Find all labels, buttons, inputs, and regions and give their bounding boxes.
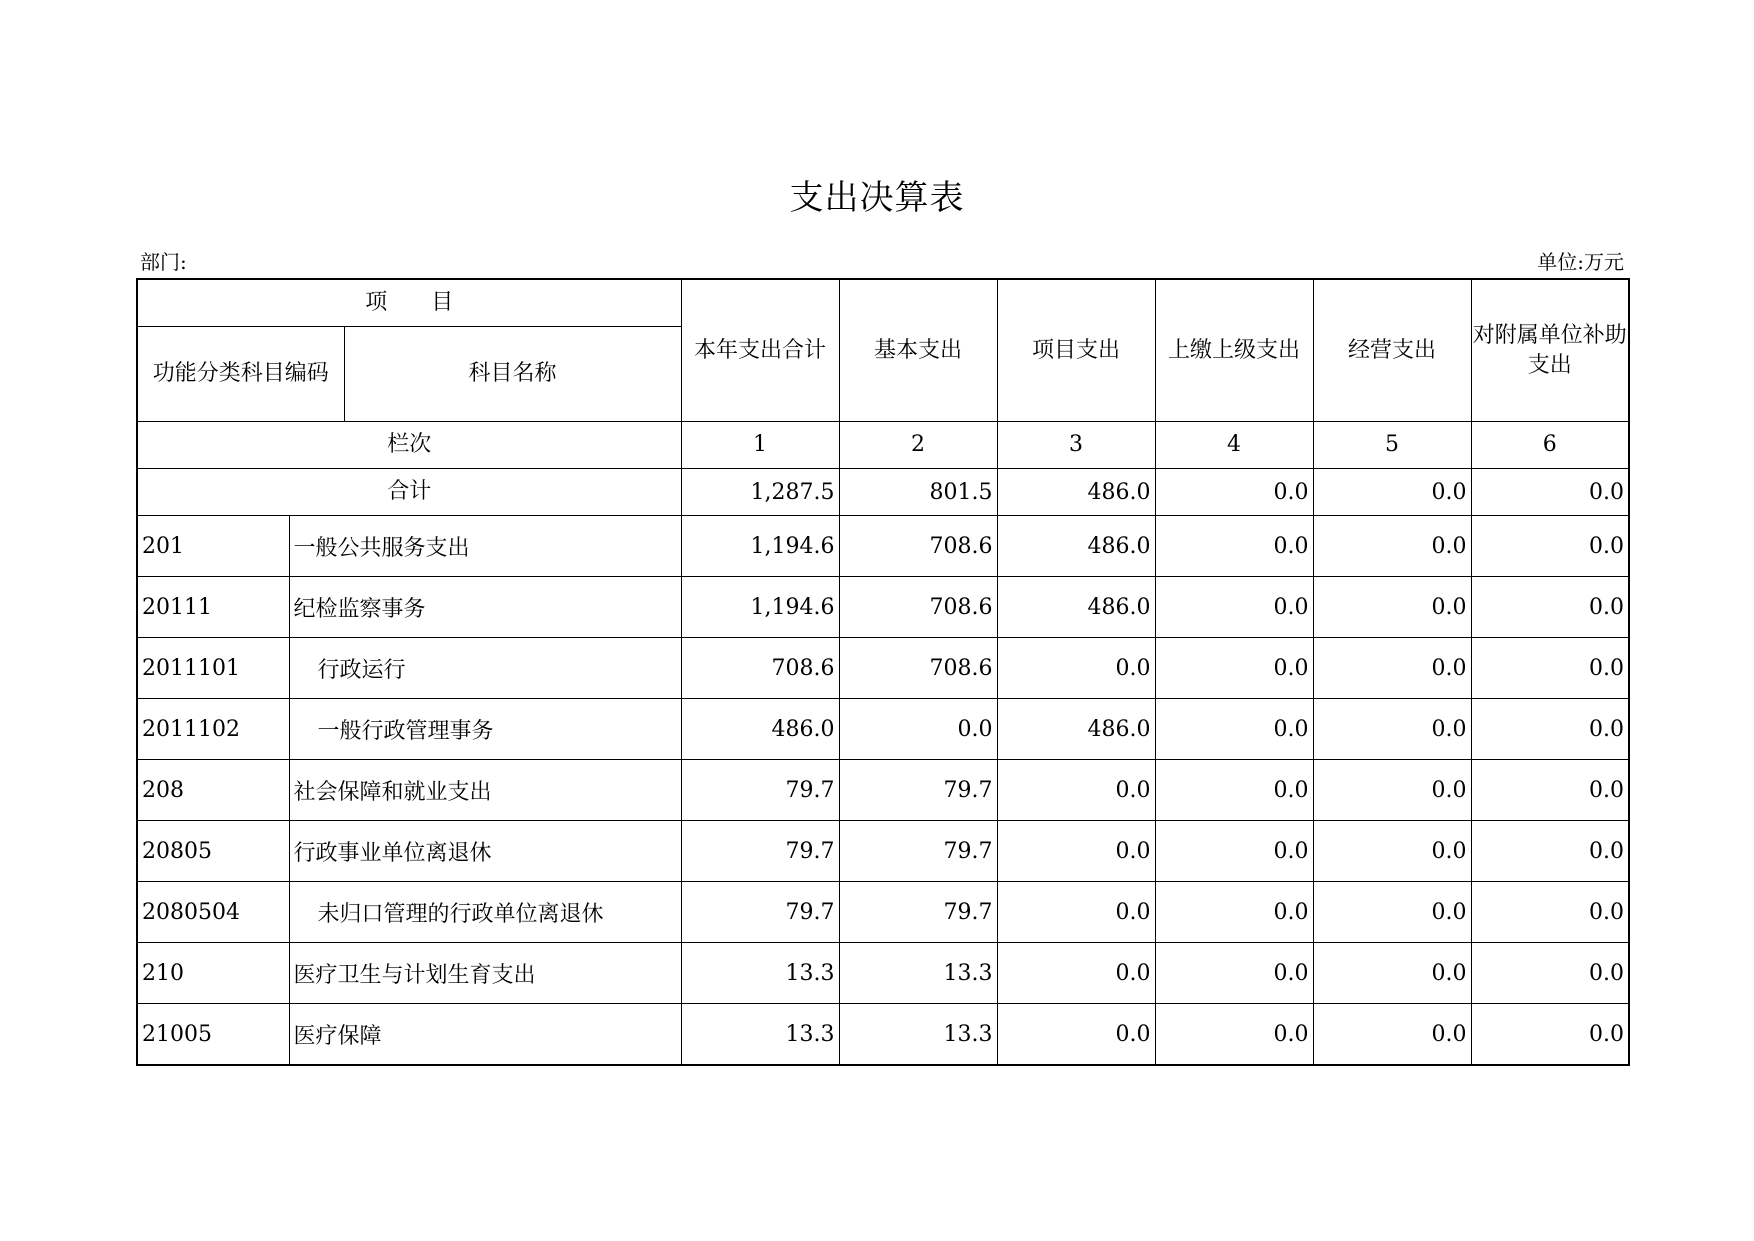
- row-code: 2011102: [137, 699, 289, 760]
- lanci-label: 栏次: [137, 422, 681, 469]
- row-value: 0.0: [1313, 760, 1471, 821]
- expenditure-table: [136, 278, 1630, 1066]
- row-value: 0.0: [1471, 760, 1629, 821]
- table-row: [137, 699, 1629, 760]
- header-name: 科目名称: [344, 327, 681, 422]
- row-value: 13.3: [839, 943, 997, 1004]
- row-value: 0.0: [997, 943, 1155, 1004]
- table-row: [137, 516, 1629, 577]
- row-value: 0.0: [1155, 638, 1313, 699]
- header-col-6: 对附属单位补助支出: [1471, 279, 1629, 422]
- table-row: [137, 882, 1629, 943]
- row-value: 13.3: [681, 1004, 839, 1066]
- row-value: 0.0: [1155, 882, 1313, 943]
- row-value: 0.0: [997, 882, 1155, 943]
- row-name: 一般行政管理事务: [289, 699, 681, 760]
- row-code: 2080504: [137, 882, 289, 943]
- row-value: 0.0: [1471, 882, 1629, 943]
- table-row: [137, 1004, 1629, 1066]
- row-name: 医疗保障: [289, 1004, 681, 1066]
- lanci-number: 5: [1313, 422, 1471, 469]
- row-name: 行政事业单位离退休: [289, 821, 681, 882]
- row-value: 79.7: [681, 760, 839, 821]
- total-value: 0.0: [1471, 469, 1629, 516]
- department-label: 部门:: [140, 250, 187, 274]
- row-value: 0.0: [1155, 1004, 1313, 1066]
- row-code: 21005: [137, 1004, 289, 1066]
- row-value: 0.0: [1471, 943, 1629, 1004]
- lanci-number: 4: [1155, 422, 1313, 469]
- header-col-4: 上缴上级支出: [1155, 279, 1313, 422]
- row-value: 0.0: [1155, 516, 1313, 577]
- table-row: [137, 638, 1629, 699]
- row-value: 0.0: [1155, 760, 1313, 821]
- row-value: 0.0: [839, 699, 997, 760]
- row-value: 486.0: [997, 516, 1155, 577]
- row-value: 0.0: [1471, 577, 1629, 638]
- row-value: 0.0: [1155, 943, 1313, 1004]
- row-value: 0.0: [1471, 1004, 1629, 1066]
- row-value: 0.0: [1313, 516, 1471, 577]
- row-value: 0.0: [997, 638, 1155, 699]
- row-value: 0.0: [1471, 699, 1629, 760]
- header-col-5: 经营支出: [1313, 279, 1471, 422]
- row-value: 708.6: [681, 638, 839, 699]
- row-value: 0.0: [1471, 516, 1629, 577]
- row-value: 708.6: [839, 638, 997, 699]
- total-value: 0.0: [1313, 469, 1471, 516]
- row-value: 708.6: [839, 516, 997, 577]
- row-code: 208: [137, 760, 289, 821]
- row-value: 0.0: [1155, 577, 1313, 638]
- row-name: 医疗卫生与计划生育支出: [289, 943, 681, 1004]
- header-project: 项 目: [137, 279, 681, 327]
- total-value: 0.0: [1155, 469, 1313, 516]
- header-col-2: 基本支出: [839, 279, 997, 422]
- lanci-number: 6: [1471, 422, 1629, 469]
- row-value: 0.0: [1313, 577, 1471, 638]
- header-col-1: 本年支出合计: [681, 279, 839, 422]
- row-value: 0.0: [1313, 821, 1471, 882]
- row-name: 社会保障和就业支出: [289, 760, 681, 821]
- row-value: 13.3: [839, 1004, 997, 1066]
- lanci-number: 3: [997, 422, 1155, 469]
- row-value: 486.0: [997, 577, 1155, 638]
- lanci-number: 2: [839, 422, 997, 469]
- row-value: 0.0: [1155, 699, 1313, 760]
- row-value: 0.0: [1471, 821, 1629, 882]
- table-row: [137, 760, 1629, 821]
- row-name: 未归口管理的行政单位离退休: [289, 882, 681, 943]
- row-value: 0.0: [1471, 638, 1629, 699]
- row-value: 486.0: [681, 699, 839, 760]
- row-value: 0.0: [1155, 821, 1313, 882]
- row-value: 0.0: [997, 821, 1155, 882]
- page-title: 支出决算表: [789, 178, 965, 218]
- row-name: 一般公共服务支出: [289, 516, 681, 577]
- row-value: 0.0: [1313, 699, 1471, 760]
- row-value: 0.0: [1313, 1004, 1471, 1066]
- total-value: 486.0: [997, 469, 1155, 516]
- total-value: 1,287.5: [681, 469, 839, 516]
- header-code: 功能分类科目编码: [137, 327, 344, 422]
- total-value: 801.5: [839, 469, 997, 516]
- row-value: 0.0: [1313, 943, 1471, 1004]
- row-code: 20111: [137, 577, 289, 638]
- row-code: 20805: [137, 821, 289, 882]
- row-value: 79.7: [839, 882, 997, 943]
- total-label: 合计: [137, 469, 681, 516]
- row-value: 13.3: [681, 943, 839, 1004]
- row-value: 79.7: [839, 760, 997, 821]
- row-code: 201: [137, 516, 289, 577]
- table-row: [137, 821, 1629, 882]
- row-value: 708.6: [839, 577, 997, 638]
- row-value: 1,194.6: [681, 516, 839, 577]
- row-code: 210: [137, 943, 289, 1004]
- header-col-3: 项目支出: [997, 279, 1155, 422]
- row-value: 0.0: [1313, 638, 1471, 699]
- lanci-number: 1: [681, 422, 839, 469]
- row-value: 486.0: [997, 699, 1155, 760]
- row-value: 0.0: [997, 760, 1155, 821]
- row-value: 0.0: [997, 1004, 1155, 1066]
- row-name: 纪检监察事务: [289, 577, 681, 638]
- row-name: 行政运行: [289, 638, 681, 699]
- table-row: [137, 577, 1629, 638]
- row-code: 2011101: [137, 638, 289, 699]
- row-value: 1,194.6: [681, 577, 839, 638]
- row-value: 79.7: [681, 821, 839, 882]
- unit-label: 单位:万元: [1537, 250, 1624, 274]
- row-value: 79.7: [839, 821, 997, 882]
- row-value: 79.7: [681, 882, 839, 943]
- table-row: [137, 943, 1629, 1004]
- row-value: 0.0: [1313, 882, 1471, 943]
